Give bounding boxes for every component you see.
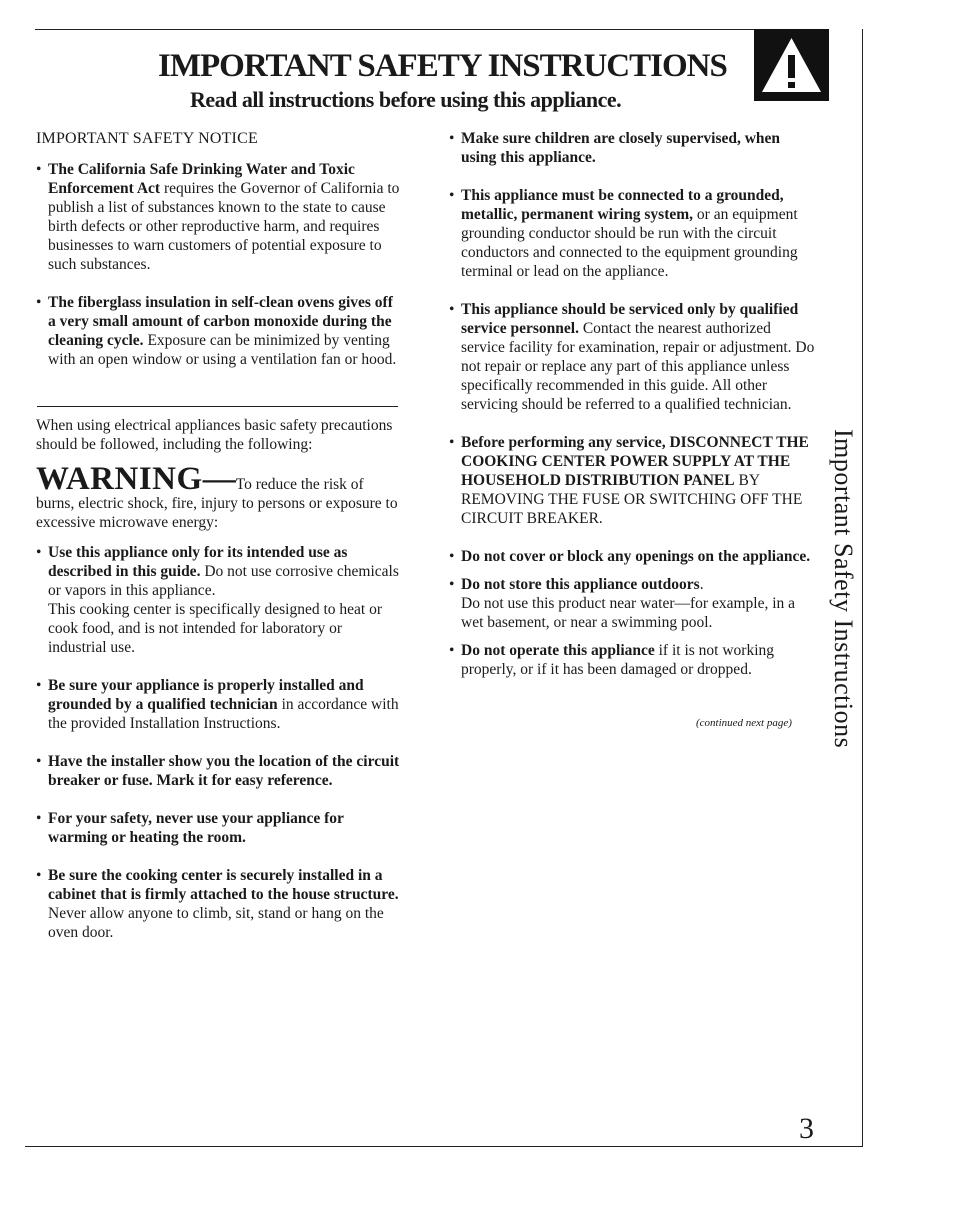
right-rule xyxy=(862,29,863,1147)
cabinet-text: Never allow anyone to climb, sit, stand or hang on the oven door. xyxy=(48,905,384,941)
grounding-bold: This appliance must be connected to a grounded, metallic, permanent wiring system, xyxy=(461,187,784,223)
warning-text: To reduce the risk of burns, electric shock, fire, injury to persons or exposure to excessive microwave energy: xyxy=(36,476,398,531)
installation-item xyxy=(36,676,401,733)
side-tab-label: Important Safety Instructions xyxy=(829,429,858,749)
page-subtitle: Read all instructions before using this appliance. xyxy=(190,87,622,112)
bottom-rule xyxy=(25,1146,863,1147)
children-bold: Make sure children are closely supervised, when using this appliance. xyxy=(461,130,781,166)
cabinet-item xyxy=(36,866,401,942)
california-notice-text: requires the Governor of California to publish a list of substances known to the state to cause birth defects or other reproductive harm, and requires businesses to warn customers of potential exposure to such substances. xyxy=(48,180,400,273)
intended-use-extra: This cooking center is specifically designed to heat or cook food, and is not intended for laboratory or industrial use. xyxy=(48,601,383,656)
disconnect-text: BY REMOVING THE FUSE OR SWITCHING OFF THE CIRCUIT BREAKER. xyxy=(461,472,803,527)
intended-use-text: Do not use corrosive chemicals or vapors in this appliance. xyxy=(48,563,399,599)
outdoors-item xyxy=(449,575,815,632)
warning-paragraph xyxy=(36,461,401,532)
continued-note: (continued next page) xyxy=(696,717,792,729)
page-title: IMPORTANT SAFETY INSTRUCTIONS xyxy=(158,48,727,84)
outdoors-text: . xyxy=(699,576,704,593)
warning-heading: WARNING xyxy=(36,461,203,497)
service-text: Contact the nearest authorized service facility for examination, repair or adjustment. Do not repair or replace any part of this appliance unless specifically recommended in this guide. All other servicing should be referred to a qualified technician. xyxy=(461,320,815,413)
right-column xyxy=(449,129,815,688)
left-column xyxy=(36,129,401,951)
california-notice xyxy=(36,160,401,274)
top-rule xyxy=(35,29,763,30)
operate-item xyxy=(449,641,815,679)
cabinet-bold: Be sure the cooking center is securely installed in a cabinet that is firmly attached to the house structure. xyxy=(48,867,399,903)
section-divider xyxy=(37,406,398,407)
room-heating-item xyxy=(36,809,401,847)
basic-precautions-intro: When using electrical appliances basic safety precautions should be followed, including the following: xyxy=(36,417,393,453)
fiberglass-notice-text: Exposure can be minimized by venting with an open window or using a ventilation fan or hood. xyxy=(48,332,397,368)
intended-use-item xyxy=(36,543,401,657)
grounding-text: or an equipment grounding conductor should be run with the circuit conductors and connected to the equipment grounding terminal or lead on the appliance. xyxy=(461,206,798,280)
openings-bold: Do not cover or block any openings on the appliance. xyxy=(461,548,811,565)
disconnect-bold: Before performing any service, DISCONNECT THE COOKING CENTER POWER SUPPLY AT THE HOUSEHOLD DISTRIBUTION PANEL xyxy=(461,434,809,489)
california-notice-bold: The California Safe Drinking Water and Toxic Enforcement Act xyxy=(48,161,355,197)
disconnect-item xyxy=(449,433,815,528)
circuit-breaker-bold: Have the installer show you the location of the circuit breaker or fuse. Mark it for easy reference. xyxy=(48,753,400,789)
service-item xyxy=(449,300,815,414)
outdoors-extra: Do not use this product near water—for example, in a wet basement, or near a swimming pool. xyxy=(461,595,796,631)
circuit-breaker-item xyxy=(36,752,401,790)
installation-text: in accordance with the provided Installation Instructions. xyxy=(48,696,399,732)
service-bold: This appliance should be serviced only by qualified service personnel. xyxy=(461,301,799,337)
fiberglass-notice-bold: The fiberglass insulation in self-clean ovens gives off a very small amount of carbon monoxide during the cleaning cycle. xyxy=(48,294,393,349)
page-number: 3 xyxy=(799,1112,814,1145)
openings-item xyxy=(449,547,815,566)
room-heating-bold: For your safety, never use your appliance for warming or heating the room. xyxy=(48,810,344,846)
warning-triangle-icon xyxy=(754,29,829,101)
children-item xyxy=(449,129,815,167)
outdoors-bold: Do not store this appliance outdoors xyxy=(461,576,700,593)
operate-text: if it is not working properly, or if it has been damaged or dropped. xyxy=(461,642,775,678)
warning-dash: — xyxy=(202,461,236,497)
installation-bold: Be sure your appliance is properly installed and grounded by a qualified technician xyxy=(48,677,364,713)
side-tab xyxy=(826,414,860,764)
operate-bold: Do not operate this appliance xyxy=(461,642,655,659)
intended-use-bold: Use this appliance only for its intended use as described in this guide. xyxy=(48,544,348,580)
notice-heading: IMPORTANT SAFETY NOTICE xyxy=(36,130,258,147)
grounding-item xyxy=(449,186,815,281)
fiberglass-notice xyxy=(36,293,401,369)
